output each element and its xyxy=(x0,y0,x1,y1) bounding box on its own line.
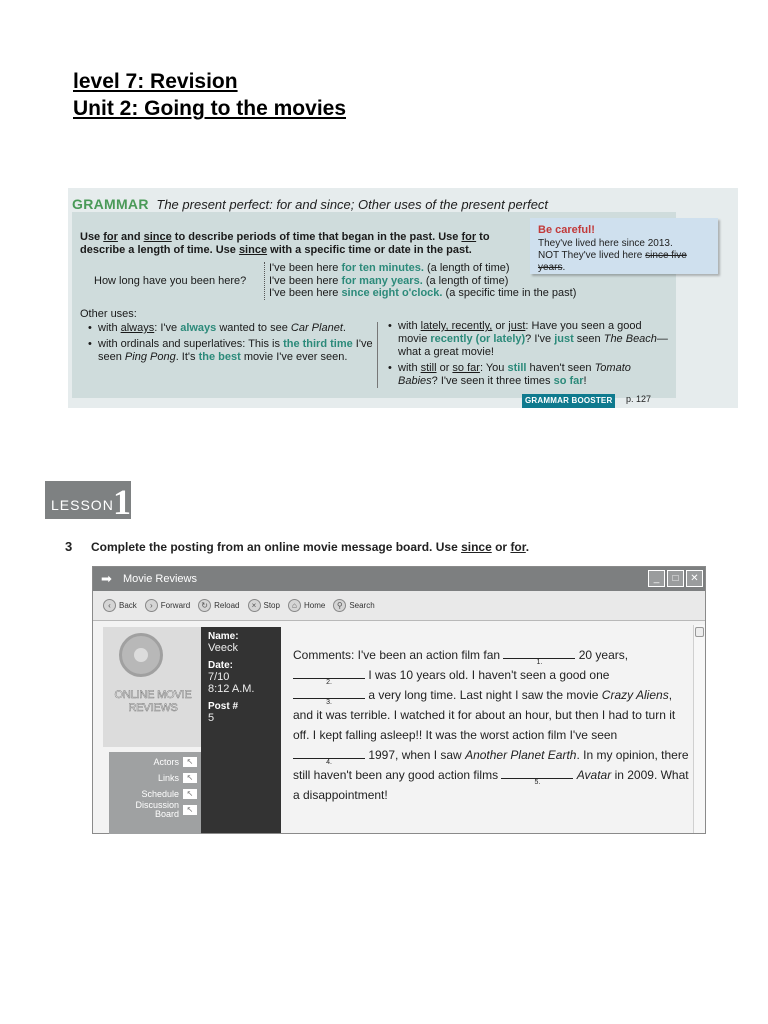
comment-text: 20 years, xyxy=(575,648,629,662)
movie-reviews-window xyxy=(92,566,706,834)
lesson-tab xyxy=(45,481,131,522)
post-number-value: 5 xyxy=(208,712,215,724)
logo-text: ONLINE MOVIE REVIEWS xyxy=(114,689,192,714)
site-logo xyxy=(103,627,201,747)
blank-number: 1. xyxy=(536,659,543,666)
stop-button[interactable] xyxy=(248,599,280,612)
sidebar-item-actors[interactable] xyxy=(113,754,197,770)
bullet-text: with ordinals and superlatives: This is xyxy=(98,338,284,350)
rule-for: for xyxy=(103,231,118,243)
bullet-keyword: always xyxy=(120,322,155,334)
reload-button[interactable] xyxy=(198,599,239,612)
movie-title: Another Planet Earth xyxy=(465,748,577,762)
maximize-icon[interactable]: □ xyxy=(667,570,684,587)
grammar-box xyxy=(68,188,738,408)
search-icon: ⚲ xyxy=(333,599,346,612)
example-question: How long have you been here? xyxy=(94,275,247,287)
comment-text: Comments: I've been an action film fan xyxy=(293,648,504,662)
example-note: (a specific time in the past) xyxy=(442,287,577,299)
arrow-icon: ↖ xyxy=(183,773,197,783)
bullet-text: : I've xyxy=(154,322,181,334)
bullet-text: —what a great movie! xyxy=(398,333,668,358)
blank-number: 2. xyxy=(326,679,332,686)
window-titlebar xyxy=(93,567,705,591)
bullets-left xyxy=(88,322,378,367)
bullet-keyword: lately, recently, xyxy=(420,320,493,332)
answer-blank[interactable] xyxy=(293,687,365,706)
bullet-title: Ping Pong xyxy=(124,351,176,363)
example-note: (a length of time) xyxy=(422,274,509,287)
movie-title: Crazy Aliens xyxy=(601,688,669,702)
bullet-item xyxy=(88,322,378,335)
comment-text: a very long time. Last night I saw the movie xyxy=(365,688,602,702)
task-keyword: for xyxy=(510,540,526,554)
be-careful-line xyxy=(538,250,710,274)
rule-text: and xyxy=(117,231,144,243)
search-button[interactable] xyxy=(333,599,374,612)
task-instruction xyxy=(65,539,529,554)
home-icon: ⌂ xyxy=(288,599,301,612)
date-label: Date: xyxy=(208,660,234,671)
browser-toolbar xyxy=(93,591,705,621)
site-sidebar xyxy=(103,627,201,833)
bullet-title: Car Planet xyxy=(290,322,343,334)
home-label: Home xyxy=(303,601,326,610)
forward-icon: › xyxy=(145,599,158,612)
close-icon[interactable]: ✕ xyxy=(686,570,703,587)
page-heading xyxy=(73,68,346,122)
bullet-highlight: recently (or lately) xyxy=(430,333,526,345)
bullet-text: seen xyxy=(573,333,604,345)
be-careful-text: NOT They've lived here xyxy=(538,250,646,261)
home-button[interactable] xyxy=(288,599,325,612)
answer-blank[interactable] xyxy=(503,647,575,666)
bullet-item xyxy=(388,362,668,388)
sidebar-item-discussion-board[interactable] xyxy=(113,802,197,818)
grammar-booster-badge: GRAMMAR BOOSTER xyxy=(522,394,615,408)
nav-label: Actors xyxy=(153,756,179,767)
stop-icon: × xyxy=(248,599,261,612)
stop-label: Stop xyxy=(263,601,280,610)
bullet-keyword: just xyxy=(508,320,526,332)
nav-label: Discussion Board xyxy=(135,800,179,819)
task-text: Complete the posting from an online movie message board. Use xyxy=(91,540,462,554)
bullet-text: or xyxy=(492,320,509,332)
example-highlight: for many years. xyxy=(341,274,423,287)
date-value: 7/10 xyxy=(208,671,230,683)
grammar-title: The present perfect: for and since; Other uses of the present perfect xyxy=(156,197,549,212)
movie-title: Avatar xyxy=(576,768,612,782)
blank-number: 3. xyxy=(326,699,332,706)
post-meta xyxy=(201,627,281,833)
be-careful-title: Be careful! xyxy=(538,224,595,236)
bullet-text: ? I've seen it three times xyxy=(431,375,554,387)
window-title: Movie Reviews xyxy=(123,573,197,585)
arrow-right-icon: ➡ xyxy=(101,571,112,586)
scrollbar[interactable] xyxy=(693,625,705,833)
bullet-keyword: so far xyxy=(452,362,480,374)
be-careful-note xyxy=(530,218,718,274)
example-line xyxy=(269,287,576,300)
post-number-label: Post # xyxy=(208,701,239,712)
bullet-text: or xyxy=(436,362,453,374)
be-careful-text: . xyxy=(562,262,566,273)
bullet-text: ? I've xyxy=(525,333,555,345)
nav-label: Schedule xyxy=(141,788,179,799)
time-value: 8:12 A.M. xyxy=(208,683,255,695)
nav-label: Links xyxy=(157,772,179,783)
answer-blank[interactable] xyxy=(293,667,365,686)
grammar-rule xyxy=(80,231,520,257)
bullet-highlight: so far xyxy=(553,375,584,387)
arrow-icon: ↖ xyxy=(183,805,197,815)
blank-number: 5. xyxy=(534,779,541,786)
bullet-text: with xyxy=(398,320,421,332)
window-controls xyxy=(648,570,703,587)
answer-blank[interactable] xyxy=(501,767,573,786)
search-label: Search xyxy=(349,601,375,610)
bullet-text: movie I've ever seen. xyxy=(240,351,348,363)
bullet-highlight: still xyxy=(507,362,527,374)
bullet-text: haven't seen xyxy=(526,362,595,374)
example-text: I've been here xyxy=(269,262,342,274)
rule-text: to describe periods of time that began in the past. Use xyxy=(171,231,462,243)
bullet-text: I've seen xyxy=(98,338,373,363)
other-uses-label: Other uses: xyxy=(80,308,137,320)
scroll-up-icon[interactable] xyxy=(695,627,704,637)
lesson-number: 1 xyxy=(113,482,131,522)
bullet-highlight: the third time xyxy=(283,338,353,350)
rule-since: since xyxy=(238,244,268,256)
bullet-highlight: just xyxy=(554,333,574,345)
reload-icon: ↻ xyxy=(198,599,211,612)
bullet-text: . xyxy=(342,322,346,334)
example-line xyxy=(269,275,576,288)
example-text: I've been here xyxy=(269,274,342,287)
arrow-icon: ↖ xyxy=(183,757,197,767)
bullet-keyword: still xyxy=(420,362,437,374)
comment-text: . In my opinion, there still haven't been any good action films xyxy=(293,748,689,782)
minimize-icon[interactable]: _ xyxy=(648,570,665,587)
comment-text: 1997, when I saw xyxy=(365,748,466,762)
column-divider xyxy=(377,322,378,388)
blank-number: 4. xyxy=(326,759,332,766)
comment-text: in 2009. What a disappointment! xyxy=(293,768,689,802)
bullet-text: : You xyxy=(479,362,508,374)
bullet-item xyxy=(388,320,668,359)
grammar-header xyxy=(72,196,548,212)
example-highlight: since eight o'clock. xyxy=(341,287,443,299)
rule-text: with a specific time or date in the past. xyxy=(267,244,472,256)
film-reel-icon xyxy=(119,633,163,677)
example-highlight: for ten minutes. xyxy=(341,262,424,274)
bullet-highlight: always xyxy=(180,322,217,334)
rule-text: to describe a length of time. Use xyxy=(80,231,490,256)
task-text: . xyxy=(525,540,530,554)
be-careful-line: They've lived here since 2013. xyxy=(538,238,673,249)
lesson-label: LESSON xyxy=(51,497,114,513)
name-label: Name: xyxy=(208,631,239,642)
page-title: level 7: Revision xyxy=(73,70,238,93)
bullet-text: : Have you seen a good movie xyxy=(398,320,642,345)
forward-label: Forward xyxy=(160,601,191,610)
bullet-highlight: the best xyxy=(198,351,241,363)
bullet-text: . It's xyxy=(175,351,199,363)
example-note: (a length of time) xyxy=(423,262,510,274)
bullets-right xyxy=(388,320,668,391)
reload-label: Reload xyxy=(214,601,240,610)
rule-text: Use xyxy=(80,231,104,243)
be-careful-strike: since five years xyxy=(538,250,687,273)
bullet-text: with xyxy=(98,322,121,334)
sidebar-item-links[interactable] xyxy=(113,770,197,786)
forward-button[interactable] xyxy=(145,599,190,612)
example-text: I've been here xyxy=(269,287,342,299)
grammar-label: GRAMMAR xyxy=(72,196,149,212)
bullet-title: Tomato Babies xyxy=(398,362,631,387)
task-keyword: since xyxy=(461,540,492,554)
task-number: 3 xyxy=(65,539,73,554)
rule-since: since xyxy=(143,231,172,243)
comment-text: , and it was terrible. I watched it for about an hour, but then I had to turn it off. I kept falling asleep!! It was the worst action film I've seen xyxy=(293,688,676,742)
comment-text: I was 10 years old. I haven't seen a good one xyxy=(365,668,610,682)
grammar-booster-page: p. 127 xyxy=(626,394,652,404)
bullet-text: with xyxy=(398,362,421,374)
page-subtitle: Unit 2: Going to the movies xyxy=(73,97,347,120)
task-text: or xyxy=(491,540,511,554)
sidebar-nav xyxy=(109,752,201,834)
back-icon: ‹ xyxy=(103,599,116,612)
back-label: Back xyxy=(119,601,137,610)
back-button[interactable] xyxy=(103,599,137,612)
bullet-text: wanted to see xyxy=(216,322,291,334)
bullet-text: ! xyxy=(583,375,587,387)
arrow-icon: ↖ xyxy=(183,789,197,799)
bullet-item xyxy=(88,338,378,364)
bullet-title: The Beach xyxy=(603,333,657,345)
name-value: Veeck xyxy=(208,642,238,654)
answer-blank[interactable] xyxy=(293,747,365,766)
post-comment xyxy=(293,645,689,805)
rule-for: for xyxy=(461,231,477,243)
